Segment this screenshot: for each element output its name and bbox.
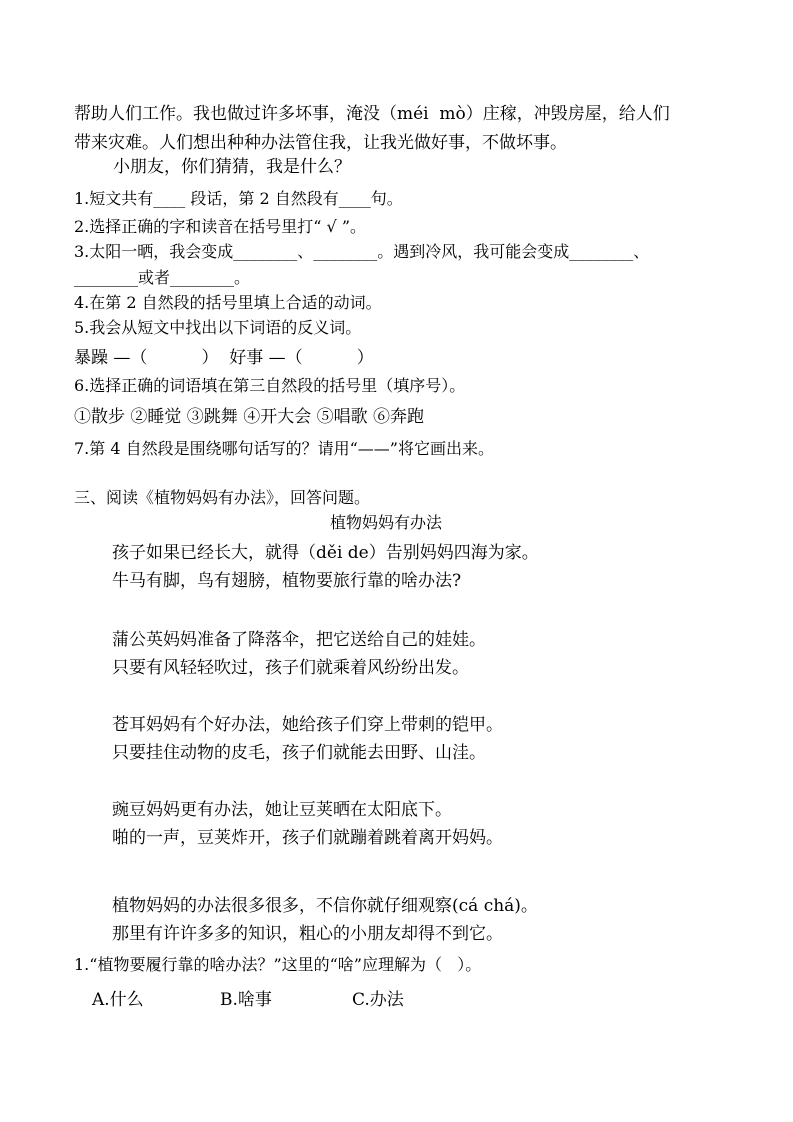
question-3-continued: ________或者________。: [74, 268, 251, 287]
passage-line: 带来灾难。人们想出种种办法管住我，让我光做好事，不做坏事。: [74, 133, 567, 153]
poem-line: 孩子如果已经长大，就得（děi de）告别妈妈四海为家。: [112, 543, 539, 563]
antonym-blanks: 暴躁 —（ ） 好事 —（ ）: [74, 348, 374, 368]
section-heading: 三、阅读《植物妈妈有办法》，回答问题。: [74, 488, 371, 507]
poem-line: 啪的一声，豆荚炸开，孩子们就蹦着跳着离开妈妈。: [112, 828, 503, 848]
poem-title: 植物妈妈有办法: [330, 513, 443, 532]
poem-line: 豌豆妈妈更有办法，她让豆荚晒在太阳底下。: [112, 800, 452, 820]
passage-line: 帮助人们工作。我也做过许多坏事，淹没（méi mò）庄稼，冲毁房屋，给人们: [74, 104, 670, 124]
question-4: 4.在第 2 自然段的括号里填上合适的动词。: [74, 293, 382, 312]
question-7: 7.第 4 自然段是围绕哪句话写的？请用“——”将它画出来。: [74, 439, 494, 458]
question-2: 2.选择正确的字和读音在括号里打“ √ ”。: [74, 217, 366, 236]
question-5: 5.我会从短文中找出以下词语的反义词。: [74, 318, 362, 337]
poem-line: 只要有风轻轻吹过，孩子们就乘着风纷纷出发。: [112, 658, 469, 678]
question-3: 3.太阳一晒，我会变成________、________。遇到冷风，我可能会变成________、: [74, 242, 650, 261]
poem-line: 苍耳妈妈有个好办法，她给孩子们穿上带刺的铠甲。: [112, 715, 503, 735]
reading-question-1: 1.“植物要履行靠的啥办法？”这里的“啥”应理解为（ ）。: [74, 955, 482, 974]
passage-line: 小朋友，你们猜猜，我是什么？: [113, 157, 351, 177]
poem-line: 那里有许许多多的知识，粗心的小朋友却得不到它。: [112, 924, 503, 944]
option-c: C.办法: [352, 990, 404, 1010]
question-6: 6.选择正确的词语填在第三自然段的括号里（填序号）。: [74, 376, 466, 395]
option-b: B.啥事: [220, 990, 272, 1010]
option-a: A.什么: [92, 990, 144, 1010]
poem-line: 植物妈妈的办法很多很多，不信你就仔细观察(cá chá)。: [112, 896, 538, 916]
poem-line: 蒲公英妈妈准备了降落伞，把它送给自己的娃娃。: [112, 630, 486, 650]
word-options: ①散步 ②睡觉 ③跳舞 ④开大会 ⑤唱歌 ⑥奔跑: [74, 407, 425, 427]
question-1: 1.短文共有____ 段话，第 2 自然段有____句。: [74, 189, 403, 208]
poem-line: 只要挂住动物的皮毛，孩子们就能去田野、山洼。: [112, 743, 486, 763]
poem-line: 牛马有脚，鸟有翅膀，植物要旅行靠的啥办法?: [112, 571, 462, 591]
